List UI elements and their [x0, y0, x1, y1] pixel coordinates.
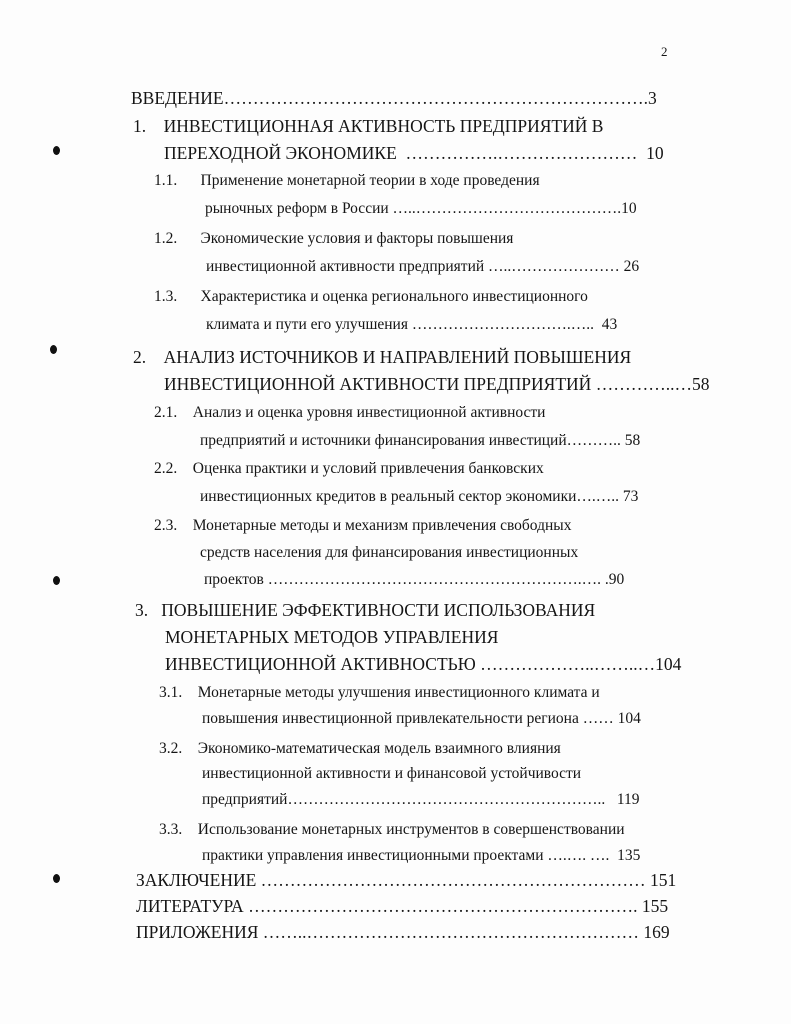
toc-subsection-3-2-cont[interactable]: инвестиционной активности и финансовой устойчивости [202, 765, 582, 782]
toc-subsection-2-3-cont[interactable]: средств населения для финансирования инвестиционных [200, 544, 579, 561]
toc-subsection-1-3-cont[interactable]: климата и пути его улучшения ………………………….….. 43 [206, 316, 618, 333]
toc-section-2-title[interactable]: 2. АНАЛИЗ ИСТОЧНИКОВ И НАПРАВЛЕНИЙ ПОВЫШЕНИЯ [133, 347, 632, 367]
toc-subsection-1-3[interactable]: 1.3. Характеристика и оценка регионального инвестиционного [154, 288, 588, 305]
toc-section-1-title[interactable]: 1. ИНВЕСТИЦИОННАЯ АКТИВНОСТЬ ПРЕДПРИЯТИЙ В [133, 116, 604, 136]
toc-subsection-2-2[interactable]: 2.2. Оценка практики и условий привлечения банковских [154, 460, 544, 477]
toc-subsection-2-2-cont[interactable]: инвестиционных кредитов в реальный сектор экономики….….. 73 [200, 488, 639, 505]
toc-subsection-1-1-cont[interactable]: рыночных реформ в России …..………………………………….10 [205, 200, 637, 217]
toc-subsection-2-3[interactable]: 2.3. Монетарные методы и механизм привлечения свободных [154, 517, 572, 534]
toc-entry-intro[interactable]: ВВЕДЕНИЕ……………………………………………………………….3 [131, 88, 657, 108]
toc-entry-literature[interactable]: ЛИТЕРАТУРА …………………………………………………………. 155 [136, 896, 669, 916]
toc-subsection-3-2-cont2[interactable]: предприятий…………………………………………………….. 119 [202, 791, 640, 808]
scan-mark [53, 874, 60, 883]
toc-entry-conclusion[interactable]: ЗАКЛЮЧЕНИЕ ………………………………………………………… 151 [136, 870, 677, 890]
toc-section-2-title-cont[interactable]: ИНВЕСТИЦИОННОЙ АКТИВНОСТИ ПРЕДПРИЯТИЙ …………..…58 [164, 374, 710, 394]
page-number: 2 [661, 44, 668, 59]
toc-entry-appendix[interactable]: ПРИЛОЖЕНИЯ ……..………………………………………………… 169 [136, 922, 670, 942]
toc-section-3-title-cont2[interactable]: ИНВЕСТИЦИОННОЙ АКТИВНОСТЬЮ ………………..……..…104 [165, 654, 682, 674]
scan-mark [50, 345, 57, 354]
toc-subsection-2-1-cont[interactable]: предприятий и источники финансирования инвестиций……….. 58 [200, 432, 641, 449]
toc-subsection-3-1-cont[interactable]: повышения инвестиционной привлекательности региона …… 104 [202, 710, 641, 727]
toc-subsection-1-1[interactable]: 1.1. Применение монетарной теории в ходе проведения [154, 172, 540, 189]
toc-section-3-title-cont[interactable]: МОНЕТАРНЫХ МЕТОДОВ УПРАВЛЕНИЯ [165, 627, 499, 647]
toc-subsection-2-1[interactable]: 2.1. Анализ и оценка уровня инвестиционной активности [154, 404, 546, 421]
toc-subsection-3-1[interactable]: 3.1. Монетарные методы улучшения инвестиционного климата и [159, 684, 600, 701]
toc-section-1-title-cont[interactable]: ПЕРЕХОДНОЙ ЭКОНОМИКЕ …………….…………………… 10 [164, 143, 664, 163]
toc-section-3-title[interactable]: 3. ПОВЫШЕНИЕ ЭФФЕКТИВНОСТИ ИСПОЛЬЗОВАНИЯ [135, 600, 596, 620]
scan-mark [53, 576, 60, 585]
toc-subsection-2-3-cont2[interactable]: проектов …………………………………………………….…. .90 [204, 571, 625, 588]
toc-subsection-3-2[interactable]: 3.2. Экономико-математическая модель взаимного влияния [159, 740, 561, 757]
toc-subsection-1-2-cont[interactable]: инвестиционной активности предприятий …..………………… 26 [206, 258, 640, 275]
toc-subsection-1-2[interactable]: 1.2. Экономические условия и факторы повышения [154, 230, 514, 247]
scan-mark [53, 146, 60, 155]
toc-subsection-3-3-cont[interactable]: практики управления инвестиционными проектами ….…. …. 135 [202, 847, 641, 864]
toc-subsection-3-3[interactable]: 3.3. Использование монетарных инструментов в совершенствовании [159, 821, 625, 838]
